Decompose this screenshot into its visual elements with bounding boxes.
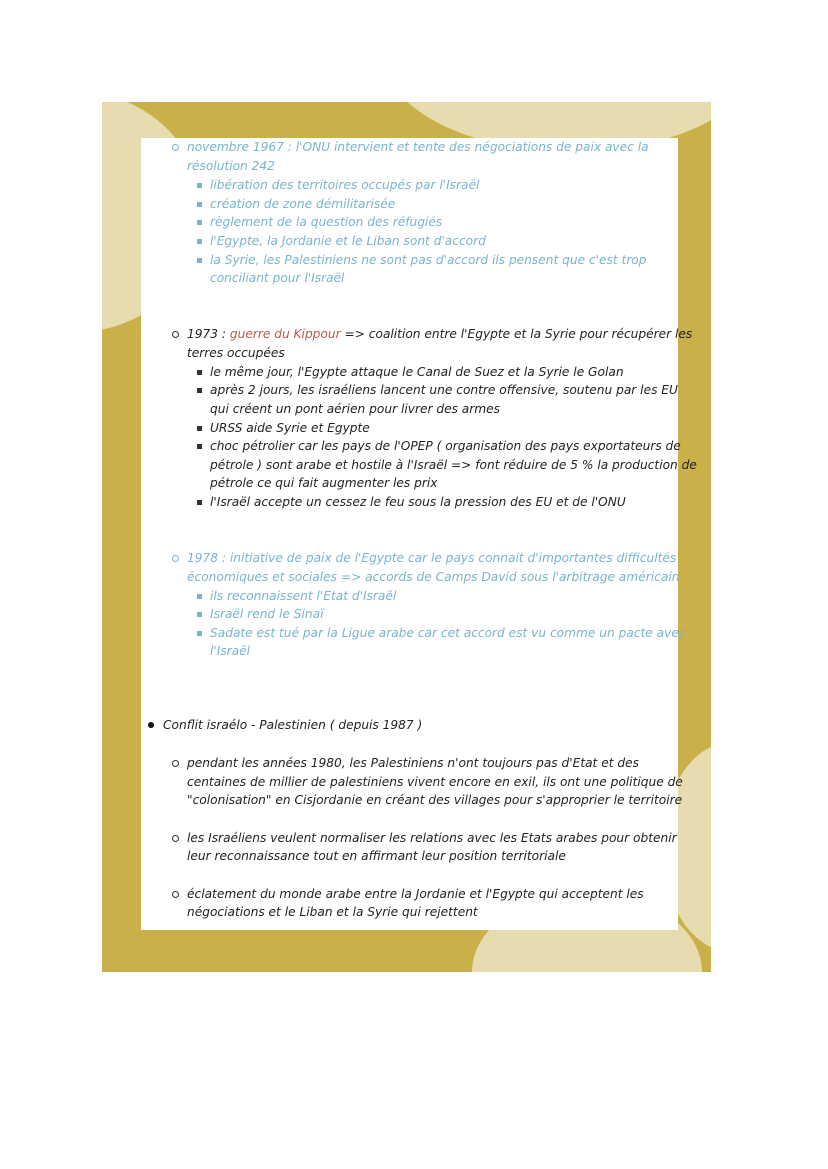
square-bullet — [197, 594, 202, 599]
text-line: conciliant pour l'Israël — [210, 271, 345, 285]
square-bullet — [197, 370, 202, 375]
text-line: économiques et sociales => accords de Camps David sous l'arbitrage américain — [187, 570, 680, 584]
text-line: négociations et le Liban et la Syrie qui rejettent — [187, 905, 478, 919]
text-line: l'Israël — [210, 644, 251, 658]
circle-bullet — [172, 555, 179, 562]
text-line: 1978 : initiative de paix de l'Egypte car le pays connait d'importantes difficultés — [187, 551, 677, 565]
highlight-war: guerre du Kippour — [229, 327, 341, 341]
text-line: éclatement du monde arabe entre la Jordanie et l'Egypte qui acceptent les — [187, 887, 644, 901]
list-item: l'Israël accepte un cessez le feu sous la pression des EU et de l'ONU — [210, 495, 626, 509]
list-item: la Syrie, les Palestiniens ne sont pas d'accord ils pensent que c'est trop — [210, 253, 647, 267]
circle-bullet — [172, 891, 179, 898]
year-label: 1973 : — [187, 327, 230, 341]
text-line: pendant les années 1980, les Palestiniens n'ont toujours pas d'Etat et des — [187, 756, 639, 770]
square-bullet — [197, 388, 202, 393]
square-bullet — [197, 183, 202, 188]
text-line: "colonisation" en Cisjordanie en créant des villages pour s'approprier le territoire — [187, 793, 683, 807]
text-line: terres occupées — [187, 346, 285, 360]
list-item: URSS aide Syrie et Egypte — [210, 421, 370, 435]
square-bullet — [197, 612, 202, 617]
square-bullet — [197, 444, 202, 449]
square-bullet — [197, 426, 202, 431]
square-bullet — [197, 631, 202, 636]
list-item: Sadate est tué par la Ligue arabe car cet accord est vu comme un pacte avec — [210, 626, 686, 640]
list-item: règlement de la question des réfugiés — [210, 215, 443, 229]
text-line: pétrole ce qui fait augmenter les prix — [210, 476, 438, 490]
list-item: Israël rend le Sinaï — [210, 607, 324, 621]
square-bullet — [197, 220, 202, 225]
text-span: => coalition entre l'Egypte et la Syrie pour récupérer les — [340, 327, 693, 341]
list-item: création de zone démilitarisée — [210, 197, 396, 211]
list-item: après 2 jours, les israéliens lancent une contre offensive, soutenu par les EU — [210, 383, 678, 397]
text-line: leur reconnaissance tout en affirmant leur position territoriale — [187, 849, 566, 863]
filled-bullet — [148, 722, 154, 728]
list-item: l'Egypte, la Jordanie et le Liban sont d'accord — [210, 234, 486, 248]
circle-bullet — [172, 835, 179, 842]
text-line — [187, 325, 692, 344]
list-item: le même jour, l'Egypte attaque le Canal de Suez et la Syrie le Golan — [210, 365, 624, 379]
text-line: novembre 1967 : l'ONU intervient et tente des négociations de paix avec la — [187, 140, 649, 154]
list-item: choc pétrolier car les pays de l'OPEP ( organisation des pays exportateurs de — [210, 439, 681, 453]
circle-bullet — [172, 760, 179, 767]
text-line: qui créent un pont aérien pour livrer des armes — [210, 402, 500, 416]
circle-bullet — [172, 331, 179, 338]
square-bullet — [197, 239, 202, 244]
circle-bullet — [172, 144, 179, 151]
list-item: libération des territoires occupés par l'Israël — [210, 178, 480, 192]
list-item: ils reconnaissent l'Etat d'Israël — [210, 589, 397, 603]
text-line: résolution 242 — [187, 159, 275, 173]
square-bullet — [197, 202, 202, 207]
text-line: centaines de millier de palestiniens vivent encore en exil, ils ont une politique de — [187, 775, 683, 789]
text-line: pétrole ) sont arabe et hostile à l'Israël => font réduire de 5 % la production de — [210, 458, 697, 472]
text-line: les Israéliens veulent normaliser les relations avec les Etats arabes pour obtenir — [187, 831, 677, 845]
square-bullet — [197, 500, 202, 505]
section-heading: Conflit israélo - Palestinien ( depuis 1987 ) — [163, 718, 423, 732]
square-bullet — [197, 258, 202, 263]
